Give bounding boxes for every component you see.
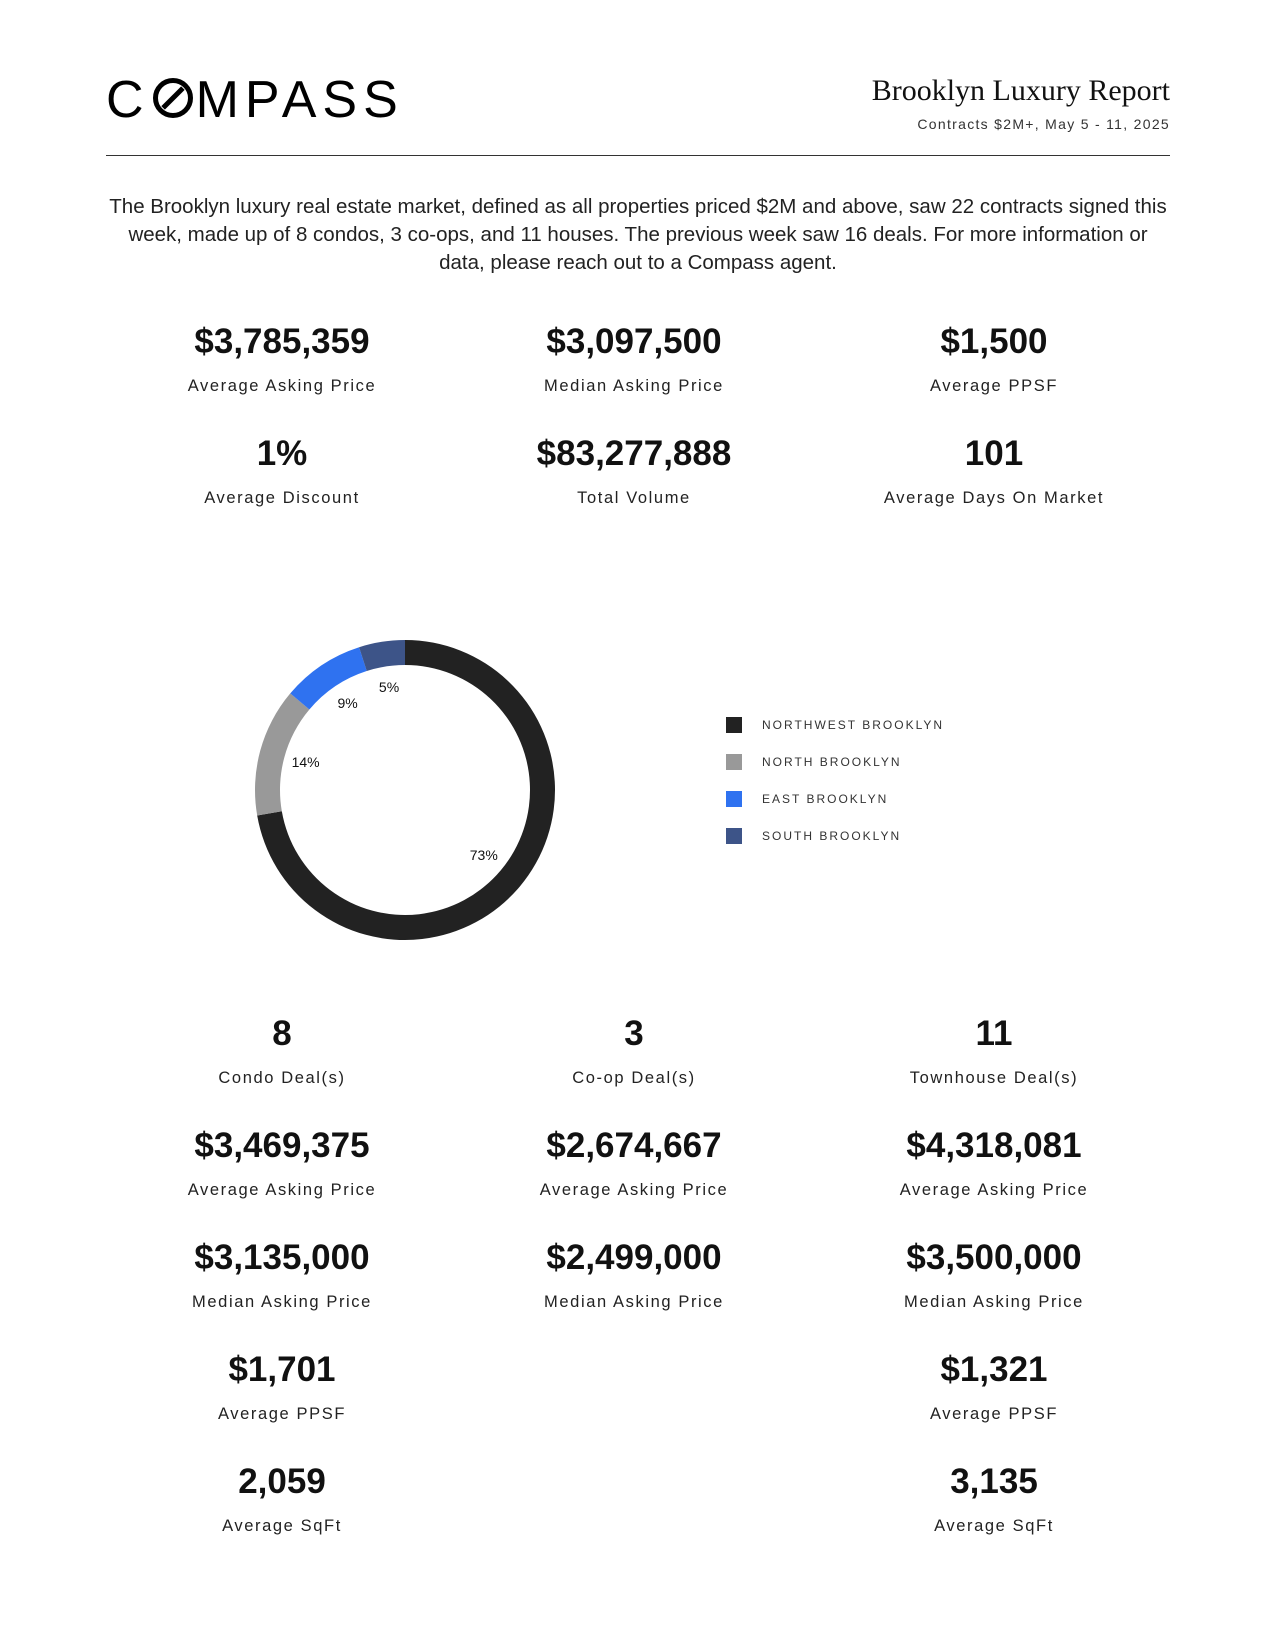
stat-label: Townhouse Deal(s) [909,1069,1079,1087]
legend-swatch [726,791,742,807]
summary-avg-ppsf [824,324,1164,396]
stat-value: $1,500 [940,322,1048,361]
stat-label: Median Asking Price [544,1293,724,1311]
stat-value: 2,059 [238,1462,326,1501]
donut-data-label: 5% [378,678,400,695]
stat-label: Average PPSF [929,1405,1059,1423]
stat-value: 101 [964,434,1024,473]
townhouse-avg-sqft [824,1464,1164,1536]
stat-label: Average Discount [204,489,360,507]
stat-label: Average PPSF [929,377,1059,395]
legend-item-north-brooklyn [726,743,944,780]
summary-avg-asking-price [112,324,452,396]
compass-logo-o-icon [153,78,193,118]
condo-avg-ppsf [112,1352,452,1424]
header-divider [106,155,1170,156]
stat-label: Median Asking Price [904,1293,1084,1311]
stat-label: Total Volume [577,489,691,507]
stat-value: $4,318,081 [906,1126,1082,1165]
stat-label: Co-op Deal(s) [572,1069,696,1087]
townhouse-avg-asking-price [824,1128,1164,1200]
stat-label: Average SqFt [934,1517,1054,1535]
coop-median-asking-price [464,1240,804,1312]
stat-value: 3 [624,1014,644,1053]
stat-value: 8 [272,1014,292,1053]
region-donut-chart [240,625,570,955]
stat-value: 1% [256,434,308,473]
legend-label: SOUTH BROOKLYN [762,828,902,843]
stat-value: $3,135,000 [194,1238,370,1277]
title-block [872,74,1170,132]
stat-label: Average Asking Price [187,1181,377,1199]
report-title: Brooklyn Luxury Report [871,74,1170,107]
summary-avg-days-on-market [824,436,1164,508]
summary-median-asking-price [464,324,804,396]
coop-avg-asking-price [464,1128,804,1200]
legend-item-south-brooklyn [726,817,944,854]
summary-total-volume [464,436,804,508]
townhouse-avg-ppsf [824,1352,1164,1424]
report-header [106,60,1170,156]
stat-label: Median Asking Price [544,377,724,395]
report-subtitle: Contracts $2M+, May 5 - 11, 2025 [917,116,1170,132]
condo-avg-asking-price [112,1128,452,1200]
compass-logo: C MPASS [106,71,404,129]
legend-swatch [726,828,742,844]
donut-data-label: 73% [469,847,498,864]
stat-value: $3,097,500 [546,322,722,361]
stat-label: Average Asking Price [539,1181,729,1199]
stat-value: $3,785,359 [194,322,370,361]
stat-label: Average SqFt [222,1517,342,1535]
legend-label: NORTHWEST BROOKLYN [762,717,945,732]
stat-label: Average Asking Price [899,1181,1089,1199]
stat-value: $3,469,375 [194,1126,370,1165]
condo-avg-sqft [112,1464,452,1536]
donut-slice-south-brooklyn [359,640,405,671]
stat-value: 3,135 [950,1462,1038,1501]
donut-data-label: 9% [337,695,358,712]
legend-item-east-brooklyn [726,780,944,817]
legend-label: NORTH BROOKLYN [762,754,902,769]
stat-label: Average PPSF [217,1405,347,1423]
townhouse-median-asking-price [824,1240,1164,1312]
chart-legend [726,706,944,854]
stat-label: Average Asking Price [187,377,377,395]
legend-swatch [726,717,742,733]
townhouse-deals [824,1016,1164,1088]
condo-median-asking-price [112,1240,452,1312]
stat-label: Median Asking Price [192,1293,372,1311]
summary-avg-discount [112,436,452,508]
condo-deals [112,1016,452,1088]
legend-label: EAST BROOKLYN [762,791,889,806]
stat-value: $83,277,888 [536,434,732,473]
stat-value: $1,701 [228,1350,336,1389]
stat-value: $2,499,000 [546,1238,722,1277]
coop-deals [464,1016,804,1088]
stat-label: Average Days On Market [883,489,1105,507]
legend-item-northwest-brooklyn [726,706,944,743]
legend-swatch [726,754,742,770]
stat-label: Condo Deal(s) [218,1069,346,1087]
stat-value: $3,500,000 [906,1238,1082,1277]
stat-value: $1,321 [940,1350,1048,1389]
donut-data-label: 14% [291,753,320,770]
stat-value: 11 [975,1014,1013,1053]
stat-value: $2,674,667 [546,1126,722,1165]
intro-paragraph: The Brooklyn luxury real estate market, defined as all properties priced $2M and above, saw 22 contracts signed this week, made up of 8 condos, 3 co-ops, and 11 houses. The previous week saw 16 deals. For more information or data, please reach out to a Compass agent. [109,195,1167,274]
